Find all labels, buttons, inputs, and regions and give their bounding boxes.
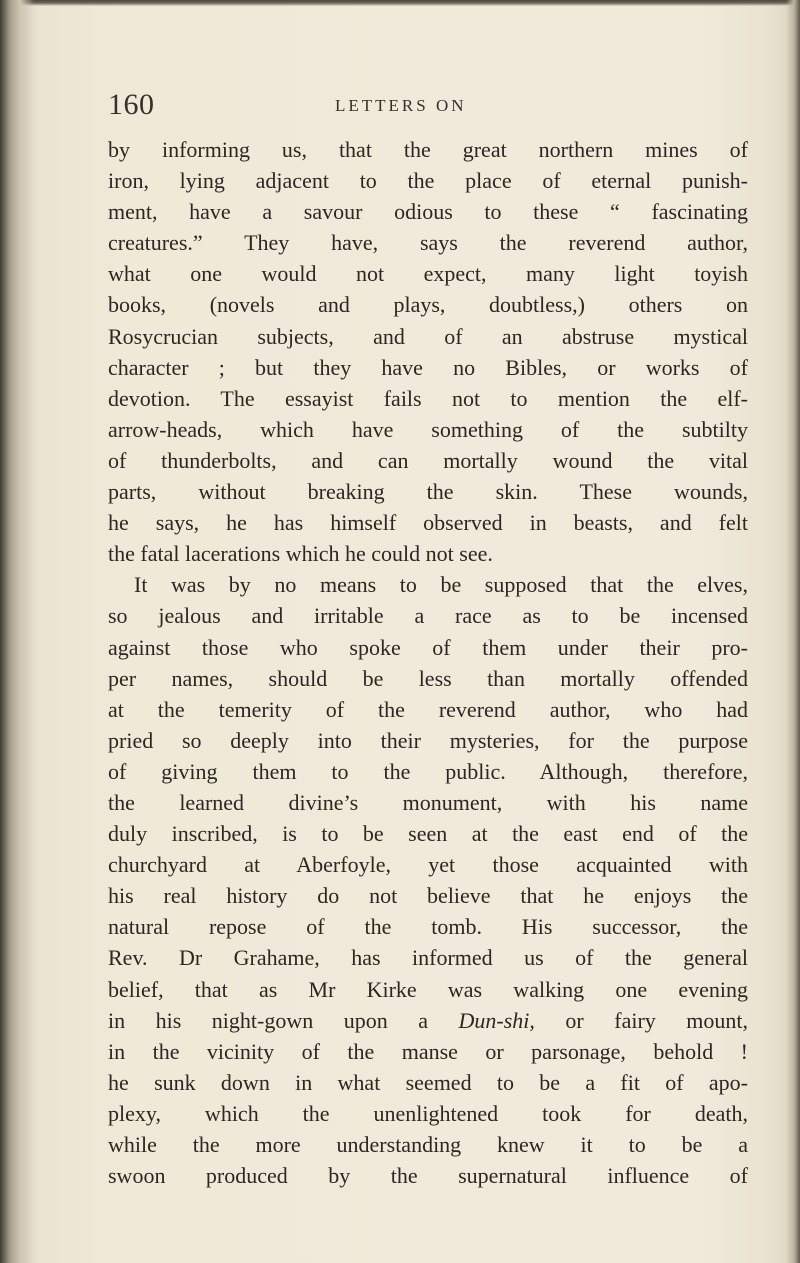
text-line: of thunderbolts, and can mortally wound the vital xyxy=(108,447,748,473)
text-line: so jealous and irritable a race as to be incensed xyxy=(108,603,748,629)
text-line-start: in his night-gown upon a xyxy=(108,1007,428,1033)
text-line: books, (novels and plays, doubtless,) others on xyxy=(108,292,748,318)
text-line: iron, lying adjacent to the place of eternal punish- xyxy=(108,168,748,194)
running-head xyxy=(108,84,748,124)
italic-term-dun-shi: Dun-shi, xyxy=(458,1007,535,1033)
text-line: duly inscribed, is to be seen at the east end of the xyxy=(108,821,748,847)
text-line: he sunk down in what seemed to be a fit of apo- xyxy=(108,1069,748,1095)
text-line: natural repose of the tomb. His successor, the xyxy=(108,914,748,940)
text-line: by informing us, that the great northern mines of xyxy=(108,137,748,162)
text-line: character ; but they have no Bibles, or works of xyxy=(108,354,748,380)
text-line: creatures.” They have, says the reverend author, xyxy=(108,230,748,256)
text-line: pried so deeply into their mysteries, for the purpose xyxy=(108,727,748,753)
text-line: devotion. The essayist fails not to mention the elf- xyxy=(108,385,748,411)
text-line-end: or fairy mount, xyxy=(565,1007,749,1033)
text-line-with-italic xyxy=(108,1005,748,1036)
text-line: against those who spoke of them under their pro- xyxy=(108,634,748,660)
text-line: while the more understanding knew it to be a xyxy=(108,1132,748,1157)
book-gutter-shadow xyxy=(0,0,34,1263)
page-number: 160 xyxy=(108,88,155,121)
text-line: at the temerity of the reverend author, who had xyxy=(108,696,748,722)
text-line: plexy, which the unenlightened took for death, xyxy=(108,1100,748,1126)
text-line: what one would not expect, many light toyish xyxy=(108,261,748,287)
text-line: in the vicinity of the manse or parsonage, behold ! xyxy=(108,1038,748,1064)
text-line: arrow-heads, which have something of the subtilty xyxy=(108,416,748,442)
text-line: his real history do not believe that he enjoys the xyxy=(108,883,748,909)
page-top-edge xyxy=(0,0,800,6)
page-right-edge xyxy=(786,0,800,1263)
running-title: LETTERS ON xyxy=(335,96,467,115)
text-line: the fatal lacerations which he could not see. xyxy=(108,541,493,567)
text-line: per names, should be less than mortally offended xyxy=(108,665,748,691)
text-line: the learned divine’s monument, with his name xyxy=(108,789,748,815)
text-line: he says, he has himself observed in beasts, and felt xyxy=(108,510,748,536)
text-line: It was by no means to be supposed that the elves, xyxy=(134,572,748,598)
text-line: swoon produced by the supernatural influence of xyxy=(108,1163,748,1189)
text-line: belief, that as Mr Kirke was walking one evening xyxy=(108,976,748,1002)
text-line: parts, without breaking the skin. These wounds, xyxy=(108,479,748,505)
text-line: churchyard at Aberfoyle, yet those acquainted with xyxy=(108,852,748,878)
text-line: Rosycrucian subjects, and of an abstruse mystical xyxy=(108,323,748,349)
text-line: of giving them to the public. Although, therefore, xyxy=(108,758,748,784)
text-line: Rev. Dr Grahame, has informed us of the general xyxy=(108,945,748,971)
text-line: ment, have a savour odious to these “ fascinating xyxy=(108,199,748,225)
body-text xyxy=(108,134,748,1191)
